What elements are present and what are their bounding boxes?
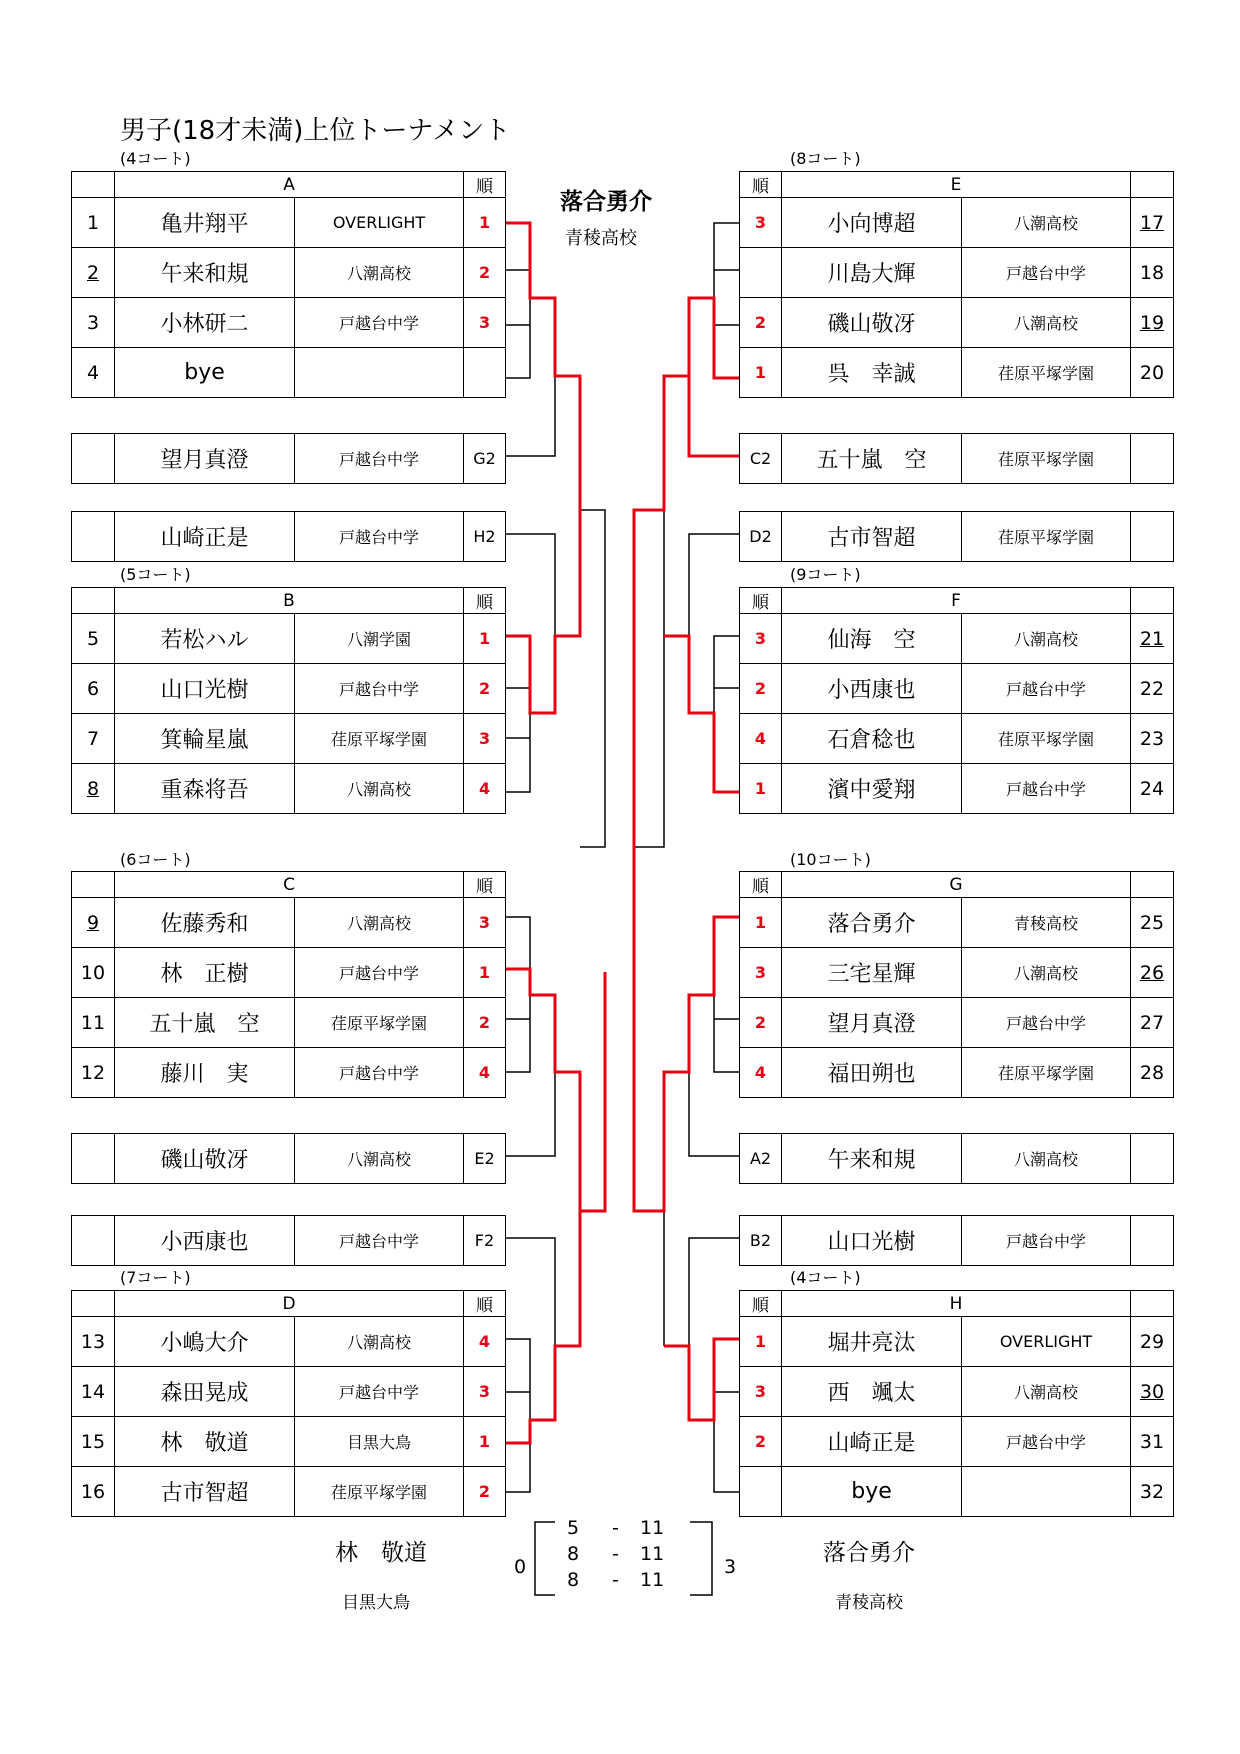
table-row: 13 小嶋大介 八潮高校 4 <box>72 1317 506 1367</box>
table-row: 1 堀井亮汰 OVERLIGHT 29 <box>740 1317 1174 1367</box>
bracket-line <box>714 223 739 378</box>
second-place-a2: A2 午来和規 八潮高校 <box>739 1133 1174 1184</box>
table-row: 7 箕輪星嵐 荏原平塚学園 3 <box>72 714 506 764</box>
court-label-h: (4コート) <box>790 1268 861 1287</box>
table-row: 6 山口光樹 戸越台中学 2 <box>72 664 506 714</box>
second-place-c2: C2 五十嵐 空 荏原平塚学園 <box>739 433 1174 484</box>
table-row: bye 32 <box>740 1467 1174 1517</box>
table-row: 12 藤川 実 戸越台中学 4 <box>72 1048 506 1098</box>
table-row: 14 森田晃成 戸越台中学 3 <box>72 1367 506 1417</box>
bracket-winner-line <box>634 376 689 847</box>
group-c-table <box>71 871 506 1098</box>
table-row: 10 林 正樹 戸越台中学 1 <box>72 948 506 998</box>
group-label: G <box>782 872 1131 898</box>
bracket-line <box>580 510 605 847</box>
final-left-sets: 0 <box>514 1556 527 1578</box>
table-row: 3 小向博超 八潮高校 17 <box>740 198 1174 248</box>
group-d-table <box>71 1290 506 1517</box>
game-score-a: 5 <box>567 1517 580 1539</box>
game-score-b: 11 <box>640 1543 665 1565</box>
table-row: 5 若松ハル 八潮学園 1 <box>72 614 506 664</box>
court-label-c: (6コート) <box>120 850 191 869</box>
table-row: 9 佐藤秀和 八潮高校 3 <box>72 898 506 948</box>
game-score-sep: - <box>612 1569 619 1591</box>
rank-header: 順 <box>740 872 782 898</box>
rank-header: 順 <box>740 172 782 198</box>
bracket-line <box>505 223 530 378</box>
rank-header: 順 <box>740 1291 782 1317</box>
group-label: H <box>782 1291 1131 1317</box>
final-right-school: 青稜高校 <box>835 1593 903 1613</box>
bracket-line <box>689 534 739 636</box>
court-label-d: (7コート) <box>120 1268 191 1287</box>
table-row: 4 石倉稔也 荏原平塚学園 23 <box>740 714 1174 764</box>
game-score-sep: - <box>612 1517 619 1539</box>
second-place-e2: 磯山敬冴 八潮高校 E2 <box>71 1133 506 1184</box>
bracket-line <box>505 1072 555 1156</box>
table-row: 1 落合勇介 青稜高校 25 <box>740 898 1174 948</box>
bracket-line <box>714 917 739 1072</box>
table-row: 1 濱中愛翔 戸越台中学 24 <box>740 764 1174 814</box>
game-score-sep: - <box>612 1543 619 1565</box>
table-row: 3 三宅星輝 八潮高校 26 <box>740 948 1174 998</box>
table-row: 2 望月真澄 戸越台中学 27 <box>740 998 1174 1048</box>
second-place-d2: D2 古市智超 荏原平塚学園 <box>739 511 1174 562</box>
champion-school: 青稜高校 <box>565 228 637 249</box>
bracket-winner-line <box>664 1339 739 1420</box>
bracket-line <box>714 636 739 792</box>
bracket-line <box>505 1238 555 1346</box>
rank-header: 順 <box>740 588 782 614</box>
table-row: 2 小西康也 戸越台中学 22 <box>740 664 1174 714</box>
group-f-table <box>739 587 1174 814</box>
game-score-a: 8 <box>567 1543 580 1565</box>
second-place-h2: 山崎正是 戸越台中学 H2 <box>71 511 506 562</box>
table-row: 4 bye <box>72 348 506 398</box>
table-row: 3 小林研二 戸越台中学 3 <box>72 298 506 348</box>
table-row: 1 亀井翔平 OVERLIGHT 1 <box>72 198 506 248</box>
court-label-f: (9コート) <box>790 565 861 584</box>
bracket-line <box>505 917 530 1072</box>
table-row: 2 午来和規 八潮高校 2 <box>72 248 506 298</box>
second-place-b2: B2 山口光樹 戸越台中学 <box>739 1215 1174 1266</box>
group-g-table <box>739 871 1174 1098</box>
bracket-winner-line <box>505 510 580 713</box>
group-label: C <box>115 872 464 898</box>
group-label: A <box>115 172 464 198</box>
bracket-winner-line <box>505 223 580 510</box>
rank-header: 順 <box>464 172 506 198</box>
bracket-line <box>505 376 555 456</box>
table-row: 8 重森将吾 八潮高校 4 <box>72 764 506 814</box>
table-row: 11 五十嵐 空 荏原平塚学園 2 <box>72 998 506 1048</box>
second-place-f2: 小西康也 戸越台中学 F2 <box>71 1215 506 1266</box>
bracket-line <box>689 1072 739 1156</box>
table-row: 15 林 敬道 目黒大鳥 1 <box>72 1417 506 1467</box>
bracket-winner-line <box>505 1211 580 1443</box>
court-label-b: (5コート) <box>120 565 191 584</box>
final-score-bracket <box>690 1522 712 1595</box>
bracket-line <box>634 376 664 847</box>
bracket-line <box>714 1339 739 1492</box>
table-row: 2 磯山敬冴 八潮高校 19 <box>740 298 1174 348</box>
table-row: 3 仙海 空 八潮高校 21 <box>740 614 1174 664</box>
group-label: F <box>782 588 1131 614</box>
rank-header: 順 <box>464 1291 506 1317</box>
table-row: 16 古市智超 荏原平塚学園 2 <box>72 1467 506 1517</box>
group-a-table <box>71 171 506 398</box>
final-right-name: 落合勇介 <box>823 1540 915 1566</box>
table-row: 4 福田朔也 荏原平塚学園 28 <box>740 1048 1174 1098</box>
second-place-g2: 望月真澄 戸越台中学 G2 <box>71 433 506 484</box>
bracket-line <box>505 534 555 636</box>
group-e-table <box>739 171 1174 398</box>
game-score-b: 11 <box>640 1569 665 1591</box>
group-h-table <box>739 1290 1174 1517</box>
court-label-a: (4コート) <box>120 149 191 168</box>
group-label: D <box>115 1291 464 1317</box>
bracket-line <box>505 688 530 792</box>
group-label: E <box>782 172 1131 198</box>
bracket-line <box>505 1339 530 1492</box>
bracket-line <box>689 1238 739 1346</box>
group-label: B <box>115 588 464 614</box>
final-score-bracket <box>535 1522 555 1595</box>
bracket-winner-line <box>689 298 739 456</box>
final-left-name: 林 敬道 <box>335 1540 427 1566</box>
bracket-winner-line <box>634 847 739 1211</box>
table-row: 1 呉 幸誠 荏原平塚学園 20 <box>740 348 1174 398</box>
table-row: 3 西 颯太 八潮高校 30 <box>740 1367 1174 1417</box>
rank-header: 順 <box>464 872 506 898</box>
table-row: 2 山崎正是 戸越台中学 31 <box>740 1417 1174 1467</box>
bracket-winner-line <box>664 636 739 792</box>
champion-name: 落合勇介 <box>560 189 652 215</box>
court-label-g: (10コート) <box>790 850 871 869</box>
table-row: 川島大輝 戸越台中学 18 <box>740 248 1174 298</box>
final-left-school: 目黒大鳥 <box>342 1593 410 1613</box>
game-score-b: 11 <box>640 1517 665 1539</box>
bracket-winner-line <box>505 969 605 1211</box>
court-label-e: (8コート) <box>790 149 861 168</box>
page-title: 男子(18才未満)上位トーナメント <box>120 116 511 146</box>
game-score-a: 8 <box>567 1569 580 1591</box>
final-right-sets: 3 <box>724 1556 737 1578</box>
group-b-table <box>71 587 506 814</box>
rank-header: 順 <box>464 588 506 614</box>
